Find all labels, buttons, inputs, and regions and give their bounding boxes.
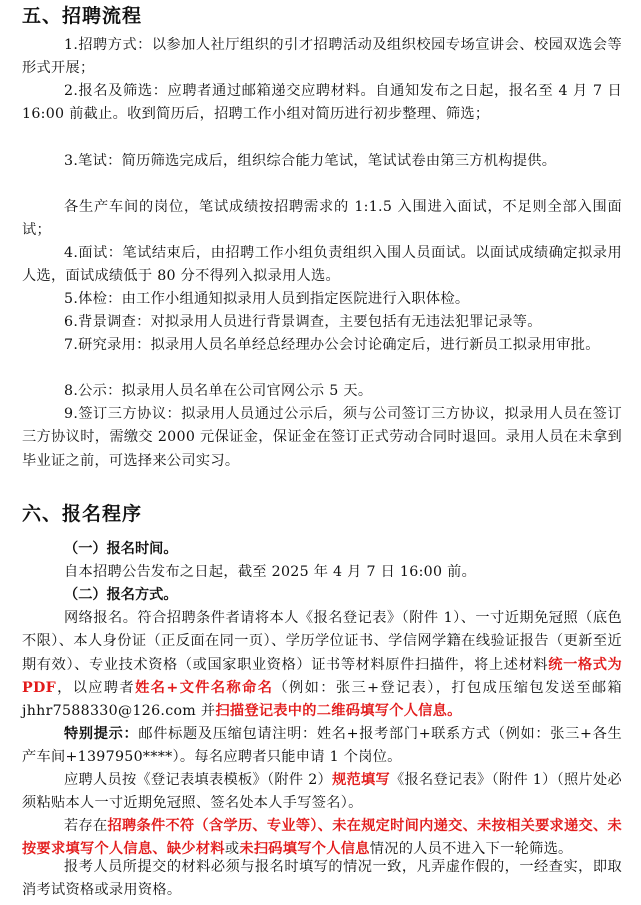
registration-time-title: （一）报名时间。 [64,541,178,557]
step-2: 2.报名及筛选：应聘者通过邮箱递交应聘材料。自通知发布之日起，报名至 4 月 7 日 16:00 前截止。收到简历后，招聘工作小组对简历进行初步整理、筛选； [22,83,622,123]
method-text-3: （例如：张三+登记表），打包成压缩包发送至邮箱 jhhr7588330@126.com 并 [22,679,622,720]
template-instruction [22,769,622,816]
method-emphasis-pdf: 统一格式为 PDF [22,656,622,696]
registration-method-text [22,607,622,723]
special-tip-text: 邮件标题及压缩包请注明：姓名+报考部门+联系方式（例如：张三+各生产车间+1397950****）。每名应聘者只能申请 1 个岗位。 [22,726,622,766]
warn-text-3: 情况的人员不进入下一轮筛选。 [369,841,573,858]
step-8: 8.公示：拟录用人员名单在公司官网公示 5 天。 [64,383,373,399]
warn-emphasis-2: 未扫码填写个人信息 [239,841,370,858]
method-emphasis-qrcode: 扫描登记表中的二维码填写个人信息。 [215,703,462,720]
section-6-heading: 六、报名程序 [22,503,143,525]
registration-method-title: （二）报名方式。 [64,587,178,603]
method-text-2: ，以应聘者 [55,679,136,696]
template-text-1: 应聘人员按《登记表填表模板》（附件 2） [64,772,333,788]
disqualification-note [22,815,622,862]
special-tip-label: 特别提示： [64,726,139,742]
registration-time-text: 自本招聘公告发布之日起，截至 2025 年 4 月 7 日 16:00 前。 [64,564,477,580]
step-9: 9.签订三方协议：拟录用人员通过公示后，须与公司签订三方协议，拟录用人员在签订三方协议时，需缴交 2000 元保证金，保证金在签订正式劳动合同时退回。录用人员在未拿到毕业证之前，可选择来公司实习。 [22,406,622,469]
special-tip [22,723,622,770]
warn-emphasis-1: 招聘条件不符（含学历、专业等）、未在规定时间内递交、未按相关要求递交、未按要求填写个人信息、缺少材料 [22,818,623,858]
step-4: 4.面试：笔试结束后，由招聘工作小组负责组织入围人员面试。以面试成绩确定拟录用人选，面试成绩低于 80 分不得列入拟录用人选。 [22,245,622,285]
step-3-note: 各生产车间的岗位，笔试成绩按招聘需求的 1:1.5 入围进入面试，不足则全部入围面试； [22,199,622,239]
method-text-1: 网络报名。符合招聘条件者请将本人《报名登记表》（附件 1）、一寸近期免冠照（底色不限）、本人身份证（正反面在同一页）、学历学位证书、学信网学籍在线验证报告（更新至近期有效）、专业技术资格（或国家职业资格）证书等材料原件扫描件，将上述材料 [22,610,622,673]
step-3: 3.笔试：简历筛选完成后，组织综合能力笔试，笔试试卷由第三方机构提供。 [64,153,557,169]
step-1: 1.招聘方式：以参加人社厅组织的引才招聘活动及组织校园专场宣讲会、校园双选会等形式开展； [22,37,622,77]
warn-text-1: 若存在 [64,818,108,834]
final-note: 报考人员所提交的材料必须与报名时填写的情况一致，凡弄虚作假的，一经查实，即取消考试资格或录用资格。 [22,859,622,899]
template-text-2: 《报名登记表》（附件 1）（照片处必须粘贴本人一寸近期免冠照、签名处本人手写签名）。 [22,772,623,812]
template-emphasis: 规范填写 [332,772,391,788]
step-5: 5.体检：由工作小组通知拟录用人员到指定医院进行入职体检。 [64,291,470,307]
step-6: 6.背景调查：对拟录用人员进行背景调查，主要包括有无违法犯罪记录等。 [64,314,542,330]
section-5-heading: 五、招聘流程 [22,5,143,27]
warn-text-2: 或 [224,841,240,858]
method-emphasis-naming: 姓名+文件名称命名 [135,679,274,696]
step-7: 7.研究录用：拟录用人员名单经总经理办公会讨论确定后，进行新员工拟录用审批。 [64,337,600,353]
